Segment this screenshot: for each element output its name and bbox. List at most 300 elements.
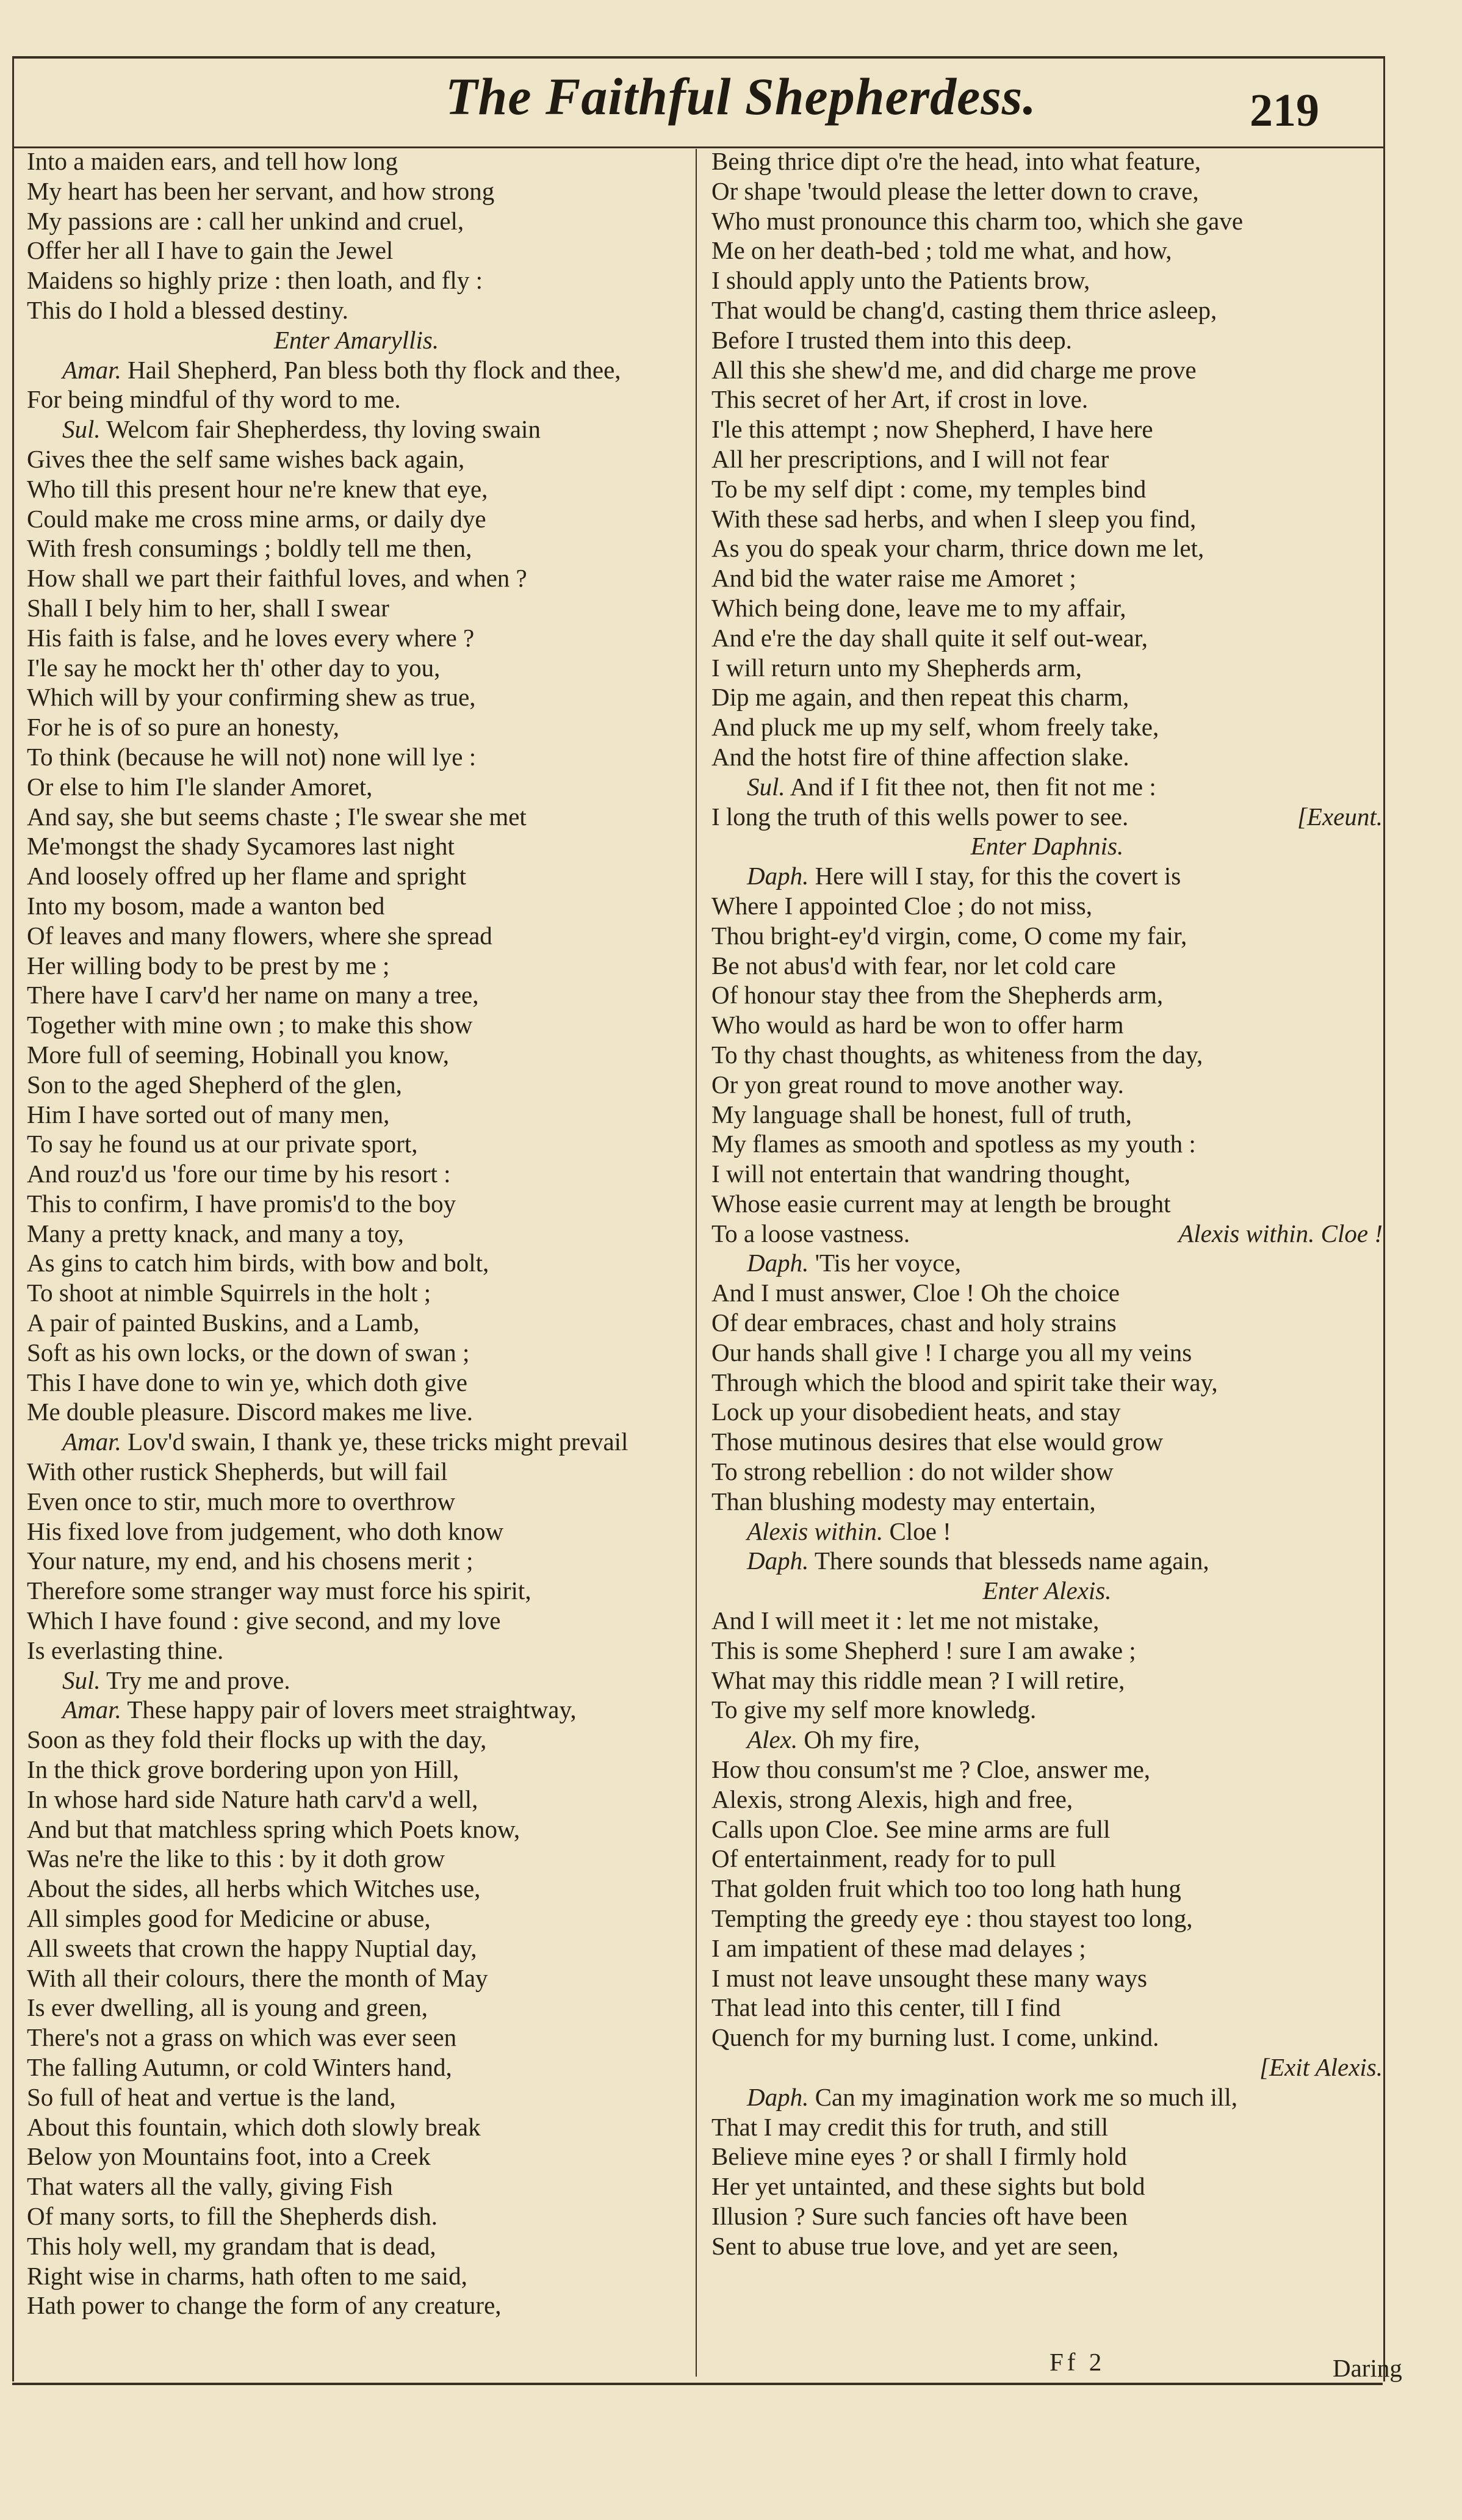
speaker-label: Amar.	[62, 355, 121, 384]
text-line	[711, 1457, 1383, 1487]
text-line	[711, 1070, 1383, 1100]
stage-direction: [Exeunt.	[1297, 802, 1383, 831]
text-line	[27, 325, 686, 355]
text-line	[27, 1636, 686, 1666]
text-line	[27, 2052, 686, 2082]
line-text: And but that matchless spring which Poets know,	[27, 1814, 520, 1843]
line-text: Believe mine eyes ? or shall I firmly hold	[711, 2142, 1127, 2171]
line-text: More full of seeming, Hobinall you know,	[27, 1040, 449, 1069]
line-text: There have I carv'd her name on many a tree,	[27, 981, 479, 1009]
text-line	[27, 593, 686, 623]
text-line	[27, 951, 686, 981]
line-text: Is everlasting thine.	[27, 1636, 224, 1664]
text-line	[27, 2261, 686, 2291]
line-text: Her yet untainted, and these sights but bold	[711, 2172, 1145, 2201]
running-title: The Faithful Shepherdess.	[445, 67, 1037, 126]
line-text: Lov'd swain, I thank ye, these tricks might prevail	[128, 1428, 628, 1456]
line-text: Enter Alexis.	[982, 1576, 1112, 1605]
text-line	[27, 2142, 686, 2172]
text-line	[711, 1904, 1383, 1933]
text-line	[27, 1576, 686, 1606]
line-text: I must not leave unsought these many ways	[711, 1963, 1147, 1992]
text-line	[27, 980, 686, 1010]
text-line	[27, 1874, 686, 1904]
line-text: Offer her all I have to gain the Jewel	[27, 236, 394, 265]
text-line	[27, 563, 686, 593]
text-line	[711, 2172, 1383, 2201]
line-text: As gins to catch him birds, with bow and bolt,	[27, 1249, 489, 1277]
text-line	[711, 1933, 1383, 1963]
line-text: Son to the aged Shepherd of the glen,	[27, 1070, 402, 1099]
line-text: Where I appointed Cloe ; do not miss,	[711, 891, 1092, 920]
line-text: I should apply unto the Patients brow,	[711, 266, 1090, 295]
text-line	[711, 1844, 1383, 1874]
line-text: I will not entertain that wandring thought,	[711, 1160, 1131, 1188]
line-text: Who would as hard be won to offer harm	[711, 1011, 1124, 1039]
text-line	[711, 951, 1383, 981]
line-text: Who till this present hour ne're knew that eye,	[27, 474, 488, 503]
stage-direction: Alexis within. Cloe !	[1178, 1219, 1383, 1247]
text-line	[27, 2172, 686, 2201]
text-line	[711, 1695, 1383, 1725]
line-text: And loosely offred up her flame and spright	[27, 862, 466, 890]
line-text: How thou consum'st me ? Cloe, answer me,	[711, 1755, 1151, 1784]
line-text: Even once to stir, much more to overthrow	[27, 1487, 456, 1515]
line-text: Than blushing modesty may entertain,	[711, 1487, 1096, 1515]
text-line	[711, 325, 1383, 355]
text-line	[27, 1010, 686, 1040]
line-text: About this fountain, which doth slowly break	[27, 2112, 481, 2141]
line-text: Maidens so highly prize : then loath, and fly :	[27, 266, 483, 295]
line-text: This I have done to win ye, which doth give	[27, 1368, 467, 1396]
line-text: To say he found us at our private sport,	[27, 1130, 418, 1158]
speaker-label: Sul.	[747, 772, 785, 801]
line-text: To think (because he will not) none will lye :	[27, 742, 477, 771]
line-text: And I must answer, Cloe ! Oh the choice	[711, 1279, 1120, 1307]
line-text: Him I have sorted out of many men,	[27, 1100, 390, 1128]
text-line	[711, 1040, 1383, 1070]
line-text: Soon as they fold their flocks up with the day,	[27, 1725, 487, 1754]
speaker-label: Daph.	[747, 1547, 809, 1575]
line-text: How shall we part their faithful loves, and when ?	[27, 564, 527, 593]
text-line	[711, 1725, 1383, 1755]
text-line	[27, 1278, 686, 1308]
text-line	[711, 206, 1383, 236]
text-line	[711, 2142, 1383, 2172]
line-text: Of many sorts, to fill the Shepherds dish.	[27, 2201, 438, 2230]
text-line	[27, 146, 686, 176]
text-line	[711, 861, 1383, 891]
text-line	[27, 772, 686, 802]
line-text: Me double pleasure. Discord makes me live.	[27, 1398, 473, 1426]
line-text: With these sad herbs, and when I sleep you find,	[711, 504, 1197, 533]
line-text: Which I have found : give second, and my love	[27, 1606, 501, 1635]
line-text: Her willing body to be prest by me ;	[27, 951, 390, 980]
speaker-label: Alex.	[747, 1725, 798, 1754]
line-text: Below yon Mountains foot, into a Creek	[27, 2142, 431, 2171]
text-line	[27, 206, 686, 236]
text-line	[711, 1308, 1383, 1338]
line-text: Or yon great round to move another way.	[711, 1070, 1124, 1099]
text-line	[27, 1427, 686, 1457]
line-text: Who must pronounce this charm too, which she gave	[711, 206, 1244, 235]
line-text: Alexis, strong Alexis, high and free,	[711, 1785, 1073, 1813]
line-text: To a loose vastness.	[711, 1219, 910, 1247]
speaker-label: Daph.	[747, 2082, 809, 2111]
line-text: Whose easie current may at length be brought	[711, 1189, 1171, 1218]
line-text: His fixed love from judgement, who doth know	[27, 1517, 504, 1545]
text-line	[27, 1993, 686, 2023]
line-text: This holy well, my grandam that is dead,	[27, 2231, 436, 2260]
text-line	[27, 2082, 686, 2112]
text-line	[711, 1666, 1383, 1695]
line-text: Therefore some stranger way must force his spirit,	[27, 1576, 531, 1605]
text-line	[711, 414, 1383, 444]
line-text: Dip me again, and then repeat this charm,	[711, 683, 1129, 712]
text-line	[27, 921, 686, 951]
text-line	[27, 712, 686, 742]
text-line	[711, 1636, 1383, 1666]
line-text: His faith is false, and he loves every where ?	[27, 623, 475, 652]
line-text: With other rustick Shepherds, but will fail	[27, 1457, 448, 1486]
line-text: All this she shew'd me, and did charge me prove	[711, 355, 1197, 384]
text-line	[27, 1963, 686, 1993]
line-text: I'le say he mockt her th' other day to you,	[27, 653, 441, 682]
text-line	[711, 176, 1383, 206]
line-text: To strong rebellion : do not wilder show	[711, 1457, 1114, 1486]
top-rule	[12, 56, 1385, 59]
line-text: This to confirm, I have promis'd to the boy	[27, 1189, 456, 1218]
line-text: Through which the blood and spirit take their way,	[711, 1368, 1218, 1396]
text-line	[27, 1219, 686, 1249]
text-line	[711, 742, 1383, 772]
text-line	[27, 1070, 686, 1100]
text-line	[711, 236, 1383, 265]
line-text: Was ne're the like to this : by it doth grow	[27, 1844, 445, 1873]
text-line	[27, 295, 686, 325]
line-text: And pluck me up my self, whom freely take,	[711, 713, 1159, 742]
text-line	[27, 1189, 686, 1219]
text-line	[711, 653, 1383, 683]
line-text: These happy pair of lovers meet straightway,	[127, 1695, 577, 1724]
text-line	[711, 1487, 1383, 1517]
text-line	[27, 1785, 686, 1814]
line-text: Or shape 'twould please the letter down to crave,	[711, 176, 1199, 205]
text-line	[711, 2112, 1383, 2142]
text-line	[711, 1785, 1383, 1814]
line-text: That golden fruit which too too long hath hung	[711, 1874, 1181, 1903]
line-text: And if I fit thee not, then fit not me :	[790, 772, 1156, 801]
line-text: My passions are : call her unkind and cruel,	[27, 206, 464, 235]
line-text: Of leaves and many flowers, where she spread	[27, 921, 492, 950]
page-number: 219	[1250, 85, 1319, 136]
line-text: With fresh consumings ; boldly tell me then,	[27, 534, 472, 563]
line-text: Into a maiden ears, and tell how long	[27, 147, 398, 175]
left-column	[27, 146, 686, 2320]
line-text: I'le this attempt ; now Shepherd, I have here	[711, 415, 1153, 444]
text-line	[27, 355, 686, 385]
text-line	[711, 1278, 1383, 1308]
text-line	[711, 1010, 1383, 1040]
line-text: 'Tis her voyce,	[815, 1249, 961, 1277]
line-text: To thy chast thoughts, as whiteness from the day,	[711, 1040, 1203, 1069]
speaker-label: Alexis within.	[747, 1517, 884, 1545]
line-text: Our hands shall give ! I charge you all my veins	[711, 1338, 1192, 1367]
line-text: What may this riddle mean ? I will retire,	[711, 1666, 1125, 1694]
line-text: In whose hard side Nature hath carv'd a well,	[27, 1785, 478, 1813]
text-line	[711, 921, 1383, 951]
text-line	[711, 802, 1383, 832]
text-line	[711, 1219, 1383, 1249]
line-text: Or else to him I'le slander Amoret,	[27, 772, 373, 801]
text-line	[27, 2023, 686, 2052]
text-line	[711, 1248, 1383, 1278]
line-text: And the hotst fire of thine affection slake.	[711, 742, 1129, 771]
text-line	[27, 384, 686, 414]
line-text: A pair of painted Buskins, and a Lamb,	[27, 1309, 420, 1337]
line-text: Calls upon Cloe. See mine arms are full	[711, 1814, 1111, 1843]
stage-direction: [Exit Alexis.	[1259, 2053, 1383, 2081]
text-line	[711, 1338, 1383, 1368]
text-line	[27, 1100, 686, 1130]
speaker-label: Daph.	[747, 862, 809, 890]
text-line	[27, 1368, 686, 1398]
line-text: And rouz'd us 'fore our time by his resort :	[27, 1160, 451, 1188]
line-text: To be my self dipt : come, my temples bind	[711, 474, 1147, 503]
text-line	[711, 1755, 1383, 1785]
text-line	[27, 1814, 686, 1844]
text-line	[27, 474, 686, 504]
text-line	[711, 533, 1383, 563]
column-divider	[696, 149, 697, 2377]
text-line	[711, 146, 1383, 176]
text-line	[711, 623, 1383, 653]
text-line	[27, 1129, 686, 1159]
speaker-label: Sul.	[62, 415, 101, 444]
text-line	[711, 2231, 1383, 2261]
line-text: For he is of so pure an honesty,	[27, 713, 340, 742]
text-line	[27, 623, 686, 653]
text-line	[27, 236, 686, 265]
text-line	[27, 1606, 686, 1636]
text-line	[711, 1129, 1383, 1159]
line-text: Into my bosom, made a wanton bed	[27, 891, 385, 920]
catchword: Daring	[1333, 2354, 1402, 2382]
line-text: As you do speak your charm, thrice down me let,	[711, 534, 1205, 563]
line-text: Soft as his own locks, or the down of swan ;	[27, 1338, 470, 1367]
text-line	[711, 1874, 1383, 1904]
text-line	[711, 593, 1383, 623]
speaker-label: Daph.	[747, 1249, 809, 1277]
line-text: Oh my fire,	[804, 1725, 920, 1754]
line-text: About the sides, all herbs which Witches use,	[27, 1874, 481, 1903]
text-line	[27, 742, 686, 772]
line-text: Right wise in charms, hath often to me said,	[27, 2261, 467, 2290]
text-line	[27, 891, 686, 921]
line-text: Which will by your confirming shew as true,	[27, 683, 476, 712]
line-text: With all their colours, there the month of May	[27, 1963, 488, 1992]
text-line	[711, 265, 1383, 295]
line-text: All simples good for Medicine or abuse,	[27, 1904, 431, 1933]
text-line	[27, 1397, 686, 1427]
speaker-label: Amar.	[62, 1695, 121, 1724]
text-line	[27, 802, 686, 832]
text-line	[711, 2023, 1383, 2052]
line-text: Your nature, my end, and his chosens merit ;	[27, 1547, 474, 1575]
line-text: I long the truth of this wells power to see.	[711, 802, 1129, 831]
text-line	[711, 831, 1383, 861]
signature-mark: Ff 2	[1050, 2348, 1106, 2376]
line-text: Of dear embraces, chast and holy strains	[711, 1309, 1117, 1337]
text-line	[27, 414, 686, 444]
text-line	[27, 1517, 686, 1547]
text-line	[27, 265, 686, 295]
line-text: Those mutinous desires that else would grow	[711, 1428, 1164, 1456]
line-text: Many a pretty knack, and many a toy,	[27, 1219, 404, 1247]
text-line	[711, 712, 1383, 742]
text-line	[27, 1159, 686, 1189]
line-text: Thou bright-ey'd virgin, come, O come my fair,	[711, 921, 1187, 950]
text-line	[711, 1100, 1383, 1130]
text-line	[711, 1397, 1383, 1427]
text-line	[711, 1159, 1383, 1189]
line-text: My heart has been her servant, and how strong	[27, 176, 495, 205]
line-text: This is some Shepherd ! sure I am awake ;	[711, 1636, 1136, 1664]
text-line	[711, 2052, 1383, 2082]
text-line	[27, 653, 686, 683]
text-line	[27, 1755, 686, 1785]
text-line	[711, 1189, 1383, 1219]
line-text: Hail Shepherd, Pan bless both thy flock and thee,	[128, 355, 621, 384]
line-text: Together with mine own ; to make this show	[27, 1011, 473, 1039]
text-line	[27, 176, 686, 206]
text-line	[27, 1725, 686, 1755]
text-line	[711, 1606, 1383, 1636]
text-line	[27, 1457, 686, 1487]
line-text: I am impatient of these mad delayes ;	[711, 1933, 1086, 1962]
text-line	[711, 891, 1383, 921]
line-text: For being mindful of thy word to me.	[27, 385, 401, 414]
text-line	[27, 2201, 686, 2231]
line-text: Illusion ? Sure such fancies oft have been	[711, 2201, 1128, 2230]
line-text: There sounds that blesseds name again,	[814, 1547, 1209, 1575]
line-text: Tempting the greedy eye : thou stayest too long,	[711, 1904, 1193, 1933]
line-text: The falling Autumn, or cold Winters hand,	[27, 2053, 452, 2081]
line-text: To give my self more knowledg.	[711, 1695, 1037, 1724]
line-text: And say, she but seems chaste ; I'le swear she met	[27, 802, 527, 831]
line-text: That lead into this center, till I find	[711, 1993, 1061, 2022]
text-line	[711, 355, 1383, 385]
text-line	[27, 861, 686, 891]
text-line	[27, 2231, 686, 2261]
line-text: Can my imagination work me so much ill,	[815, 2082, 1237, 2111]
line-text: Of entertainment, ready for to pull	[711, 1844, 1056, 1873]
line-text: Welcom fair Shepherdess, thy loving swain	[106, 415, 541, 444]
text-line	[711, 682, 1383, 712]
line-text: And bid the water raise me Amoret ;	[711, 564, 1076, 593]
line-text: Being thrice dipt o're the head, into what feature,	[711, 147, 1201, 175]
text-line	[27, 444, 686, 474]
line-text: Which being done, leave me to my affair,	[711, 593, 1126, 622]
text-line	[711, 980, 1383, 1010]
line-text: This secret of her Art, if crost in love.	[711, 385, 1089, 414]
text-line	[27, 1308, 686, 1338]
text-line	[27, 1695, 686, 1725]
line-text: There's not a grass on which was ever seen	[27, 2023, 457, 2052]
line-text: So full of heat and vertue is the land,	[27, 2082, 396, 2111]
text-line	[711, 2082, 1383, 2112]
text-line	[27, 1844, 686, 1874]
line-text: Shall I bely him to her, shall I swear	[27, 593, 389, 622]
text-line	[27, 1546, 686, 1576]
text-line	[27, 1248, 686, 1278]
text-line	[711, 1576, 1383, 1606]
text-line	[711, 772, 1383, 802]
text-line	[711, 1427, 1383, 1457]
text-line	[27, 1666, 686, 1695]
line-text: And I will meet it : let me not mistake,	[711, 1606, 1100, 1635]
text-line	[711, 1368, 1383, 1398]
text-line	[27, 1487, 686, 1517]
bottom-rule	[12, 2383, 1383, 2385]
line-text: Try me and prove.	[106, 1666, 290, 1694]
line-text: Quench for my burning lust. I come, unkind.	[711, 2023, 1159, 2052]
text-line	[27, 2291, 686, 2320]
line-text: In the thick grove bordering upon yon Hill,	[27, 1755, 459, 1784]
line-text: To shoot at nimble Squirrels in the holt ;	[27, 1279, 431, 1307]
text-line	[27, 504, 686, 534]
text-line	[27, 1040, 686, 1070]
line-text: Gives thee the self same wishes back again,	[27, 444, 465, 473]
line-text: Cloe !	[889, 1517, 951, 1545]
line-text: All her prescriptions, and I will not fear	[711, 444, 1109, 473]
text-line	[711, 295, 1383, 325]
line-text: Is ever dwelling, all is young and green,	[27, 1993, 428, 2022]
line-text: Here will I stay, for this the covert is	[815, 862, 1181, 890]
text-line	[711, 1546, 1383, 1576]
text-line	[711, 384, 1383, 414]
line-text: That waters all the vally, giving Fish	[27, 2172, 393, 2201]
line-text: That would be chang'd, casting them thrice asleep,	[711, 295, 1217, 324]
right-column	[711, 146, 1383, 2261]
line-text: This do I hold a blessed destiny.	[27, 295, 348, 324]
text-line	[711, 1517, 1383, 1547]
line-text: Be not abus'd with fear, nor let cold care	[711, 951, 1116, 980]
line-text: Me on her death-bed ; told me what, and how,	[711, 236, 1172, 265]
line-text: My language shall be honest, full of truth,	[711, 1100, 1132, 1128]
text-line	[27, 1338, 686, 1368]
speaker-label: Amar.	[62, 1428, 121, 1456]
line-text: Hath power to change the form of any creature,	[27, 2291, 502, 2320]
line-text: Before I trusted them into this deep.	[711, 325, 1072, 354]
line-text: That I may credit this for truth, and still	[711, 2112, 1109, 2141]
text-line	[711, 563, 1383, 593]
text-line	[27, 1933, 686, 1963]
speaker-label: Sul.	[62, 1666, 101, 1694]
text-line	[711, 1993, 1383, 2023]
line-text: I will return unto my Shepherds arm,	[711, 653, 1082, 682]
line-text: My flames as smooth and spotless as my youth :	[711, 1130, 1196, 1158]
line-text: All sweets that crown the happy Nuptial day,	[27, 1933, 477, 1962]
text-line	[27, 2112, 686, 2142]
text-line	[711, 1963, 1383, 1993]
text-line	[711, 1814, 1383, 1844]
text-line	[27, 1904, 686, 1933]
text-line	[711, 2201, 1383, 2231]
line-text: Enter Amaryllis.	[273, 325, 439, 354]
line-text: Enter Daphnis.	[970, 832, 1124, 861]
line-text: Sent to abuse true love, and yet are seen,	[711, 2231, 1119, 2260]
